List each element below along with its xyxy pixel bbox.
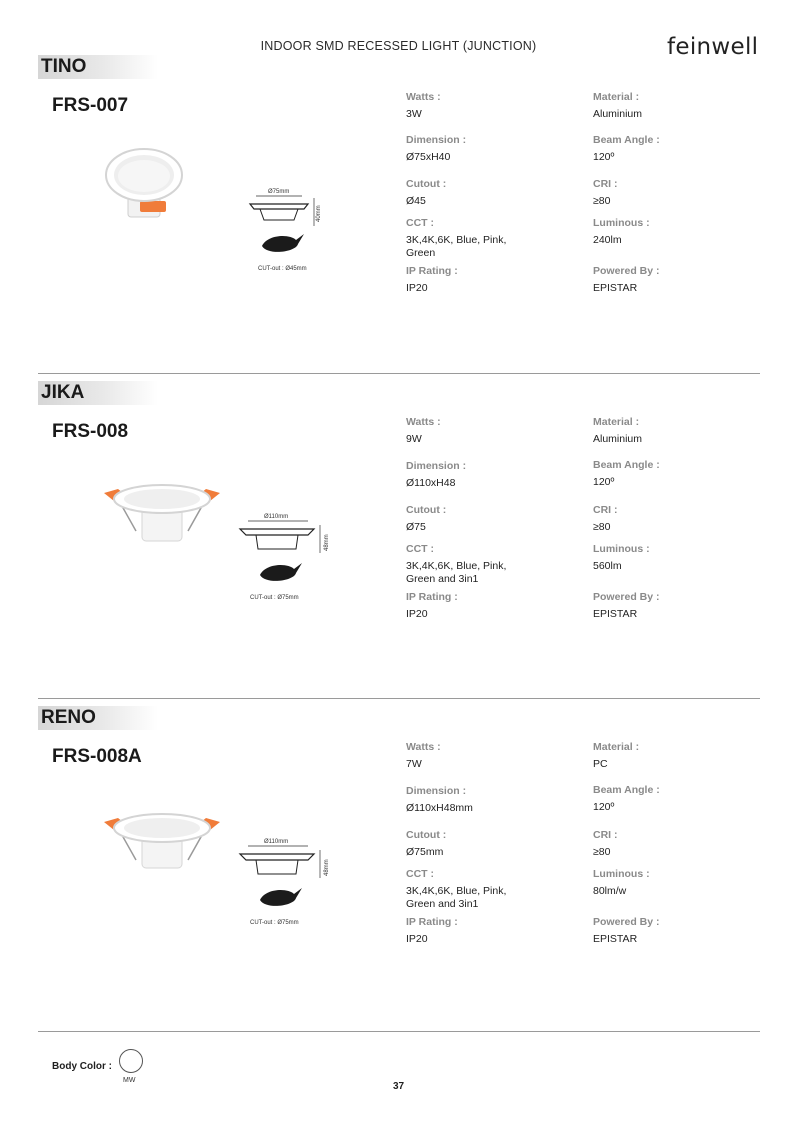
dimension-drawing — [236, 834, 336, 929]
spec-ip-rating: IP Rating : IP20 — [406, 591, 458, 620]
spec-ip-rating: IP Rating : IP20 — [406, 916, 458, 945]
spec-material: Material : Aluminium — [593, 91, 643, 120]
body-color-swatch — [119, 1049, 143, 1073]
product-name: TINO — [41, 56, 87, 77]
body-color-code: MW — [123, 1077, 136, 1084]
dimension-drawing — [238, 182, 338, 277]
product-name-band — [38, 706, 158, 730]
dimension-drawing — [236, 509, 336, 604]
product-model: FRS-008 — [52, 421, 129, 442]
product-photo — [100, 145, 190, 225]
spec-cri: CRI : ≥80 — [593, 178, 618, 207]
height-label: 40mm — [316, 205, 322, 222]
spec-luminous: Luminous : 80lm/w — [593, 868, 650, 897]
diameter-label: Ø110mm — [264, 839, 289, 845]
cutout-label: CUT-out : Ø45mm — [258, 266, 307, 272]
spec-powered-by: Powered By : EPISTAR — [593, 265, 660, 294]
product-section-tino — [0, 55, 797, 355]
catalog-title: INDOOR SMD RECESSED LIGHT (JUNCTION) — [260, 39, 537, 53]
product-photo — [98, 806, 226, 876]
footer-divider — [38, 1031, 760, 1032]
product-name: RENO — [41, 707, 96, 728]
brand-logo: feinwell — [667, 34, 759, 60]
spec-watts: Watts : 3W — [406, 91, 441, 120]
spec-beam-angle: Beam Angle : 120º — [593, 784, 660, 813]
spec-cri: CRI : ≥80 — [593, 829, 618, 858]
spec-material: Material : Aluminium — [593, 416, 643, 445]
page-number: 37 — [392, 1081, 405, 1092]
diameter-label: Ø110mm — [264, 514, 289, 520]
spec-ip-rating: IP Rating : IP20 — [406, 265, 458, 294]
spec-luminous: Luminous : 240lm — [593, 217, 650, 246]
spec-cutout: Cutout : Ø45 — [406, 178, 447, 207]
spec-cutout: Cutout : Ø75 — [406, 504, 447, 533]
cutout-label: CUT-out : Ø75mm — [250, 920, 299, 926]
height-label: 48mm — [324, 534, 330, 551]
body-color-label: Body Color : — [52, 1061, 112, 1072]
spec-cutout: Cutout : Ø75mm — [406, 829, 447, 858]
product-section-jika — [0, 381, 797, 681]
spec-cct: CCT : 3K,4K,6K, Blue, Pink, Green and 3in1 — [406, 868, 507, 910]
height-label: 48mm — [324, 859, 330, 876]
spec-dimension: Dimension : Ø110xH48 — [406, 460, 467, 489]
diameter-label: Ø75mm — [268, 189, 290, 195]
section-divider — [38, 698, 760, 699]
product-section-reno — [0, 706, 797, 1006]
spec-watts: Watts : 9W — [406, 416, 441, 445]
cutout-label: CUT-out : Ø75mm — [250, 595, 299, 601]
product-model: FRS-008A — [52, 746, 142, 767]
product-name: JIKA — [41, 382, 85, 403]
product-name-band — [38, 55, 158, 79]
product-photo — [98, 481, 226, 551]
spec-luminous: Luminous : 560lm — [593, 543, 650, 572]
product-name-band — [38, 381, 158, 405]
spec-dimension: Dimension : Ø75xH40 — [406, 134, 467, 163]
spec-beam-angle: Beam Angle : 120º — [593, 134, 660, 163]
product-model: FRS-007 — [52, 95, 129, 116]
spec-dimension: Dimension : Ø110xH48mm — [406, 785, 473, 814]
spec-powered-by: Powered By : EPISTAR — [593, 916, 660, 945]
spec-cri: CRI : ≥80 — [593, 504, 618, 533]
section-divider — [38, 373, 760, 374]
spec-cct: CCT : 3K,4K,6K, Blue, Pink, Green — [406, 217, 507, 259]
spec-material: Material : PC — [593, 741, 640, 770]
spec-cct: CCT : 3K,4K,6K, Blue, Pink, Green and 3in1 — [406, 543, 507, 585]
spec-watts: Watts : 7W — [406, 741, 441, 770]
spec-powered-by: Powered By : EPISTAR — [593, 591, 660, 620]
spec-beam-angle: Beam Angle : 120º — [593, 459, 660, 488]
